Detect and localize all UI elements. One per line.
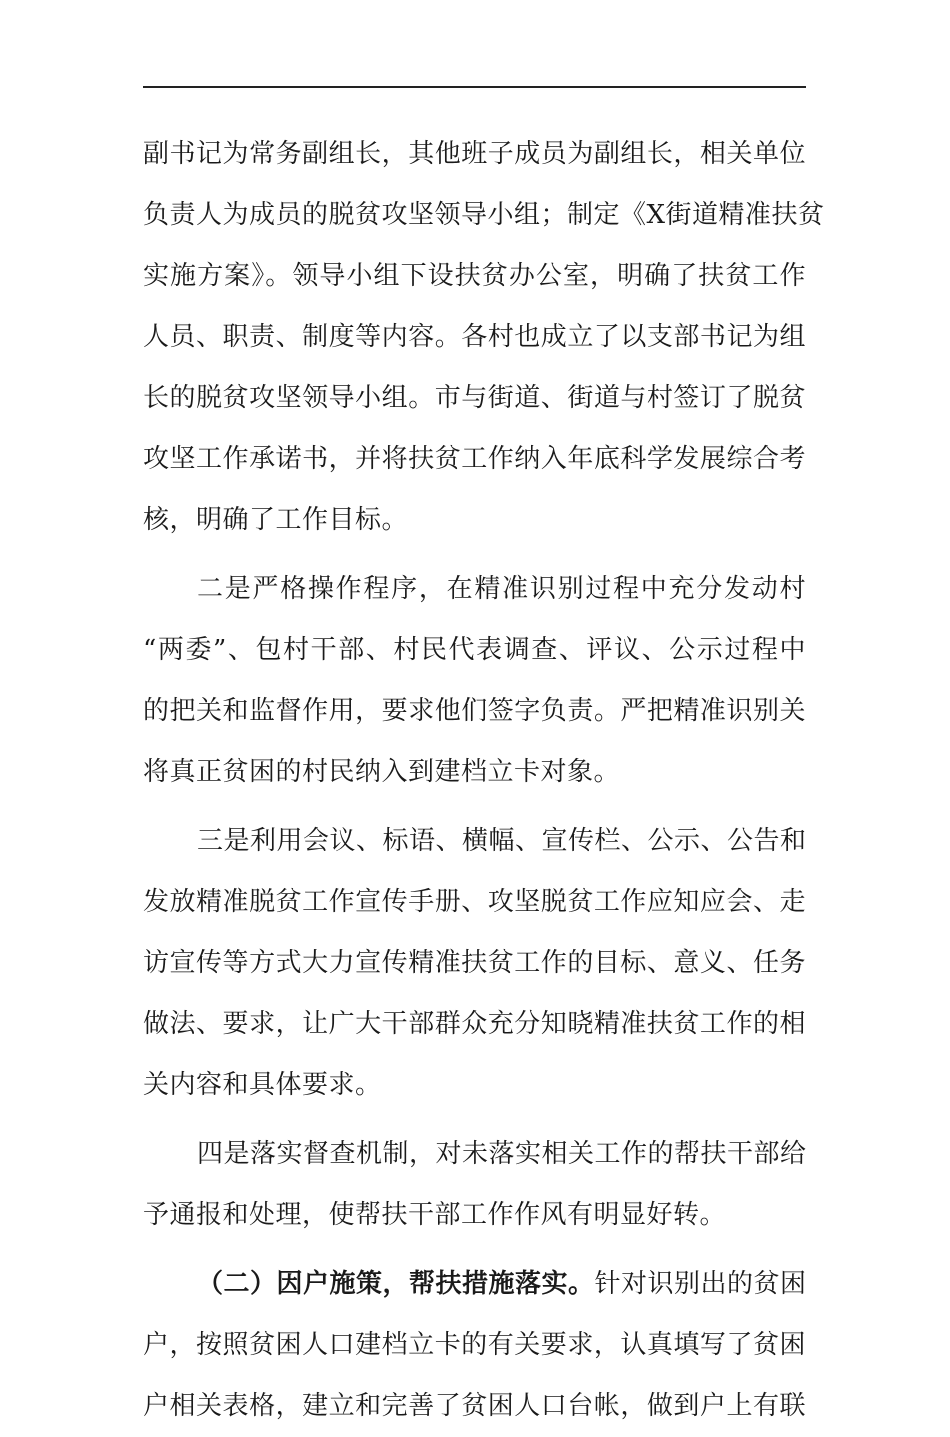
text-line: 副书记为常务副组长，其他班子成员为副组长，相关单位: [143, 139, 806, 169]
text-line: 发放精准脱贫工作宣传手册、攻坚脱贫工作应知应会、走: [143, 887, 806, 917]
text-line: 攻坚工作承诺书，并将扶贫工作纳入年底科学发展综合考: [143, 444, 806, 474]
header-rule: [143, 86, 806, 88]
text-line: 做法、要求，让广大干部群众充分知晓精准扶贫工作的相: [143, 1009, 806, 1039]
text-line: 实施方案》。领导小组下设扶贫办公室，明确了扶贫工作: [143, 261, 806, 291]
text-line: 二是严格操作程序，在精准识别过程中充分发动村: [197, 574, 806, 604]
paragraph: [143, 1124, 806, 1246]
text-line: 的把关和监督作用，要求他们签字负责。严把精准识别关: [143, 696, 806, 726]
text-line: “两委”、包村干部、村民代表调查、评议、公示过程中: [143, 635, 806, 665]
text-line: 访宣传等方式大力宣传精准扶贫工作的目标、意义、任务: [143, 948, 806, 978]
text-line: [143, 1254, 806, 1315]
text-line: 负责人为成员的脱贫攻坚领导小组；制定《X街道精准扶贫: [143, 200, 825, 230]
text-line: 人员、职责、制度等内容。各村也成立了以支部书记为组: [143, 322, 806, 352]
section-heading: （二）因户施策，帮扶措施落实。: [197, 1269, 595, 1299]
text-line: 长的脱贫攻坚领导小组。市与街道、街道与村签订了脱贫: [143, 383, 806, 413]
paragraph: [143, 811, 806, 1116]
document-body: [143, 124, 825, 1437]
text-line: 核，明确了工作目标。: [143, 505, 409, 535]
text-line: 户，按照贫困人口建档立卡的有关要求，认真填写了贫困: [143, 1330, 806, 1360]
paragraph: [143, 559, 806, 803]
text-line: 四是落实督查机制，对未落实相关工作的帮扶干部给: [197, 1139, 807, 1169]
paragraph: [143, 124, 825, 551]
heading-continuation: 针对识别出的贫困: [594, 1269, 807, 1299]
paragraph: [143, 1254, 806, 1437]
text-line: 三是利用会议、标语、横幅、宣传栏、公示、公告和: [197, 826, 807, 856]
text-line: 予通报和处理，使帮扶干部工作作风有明显好转。: [143, 1200, 727, 1230]
text-line: 将真正贫困的村民纳入到建档立卡对象。: [143, 757, 621, 787]
text-line: 户相关表格，建立和完善了贫困人口台帐，做到户上有联: [143, 1391, 806, 1421]
text-line: 关内容和具体要求。: [143, 1070, 382, 1100]
